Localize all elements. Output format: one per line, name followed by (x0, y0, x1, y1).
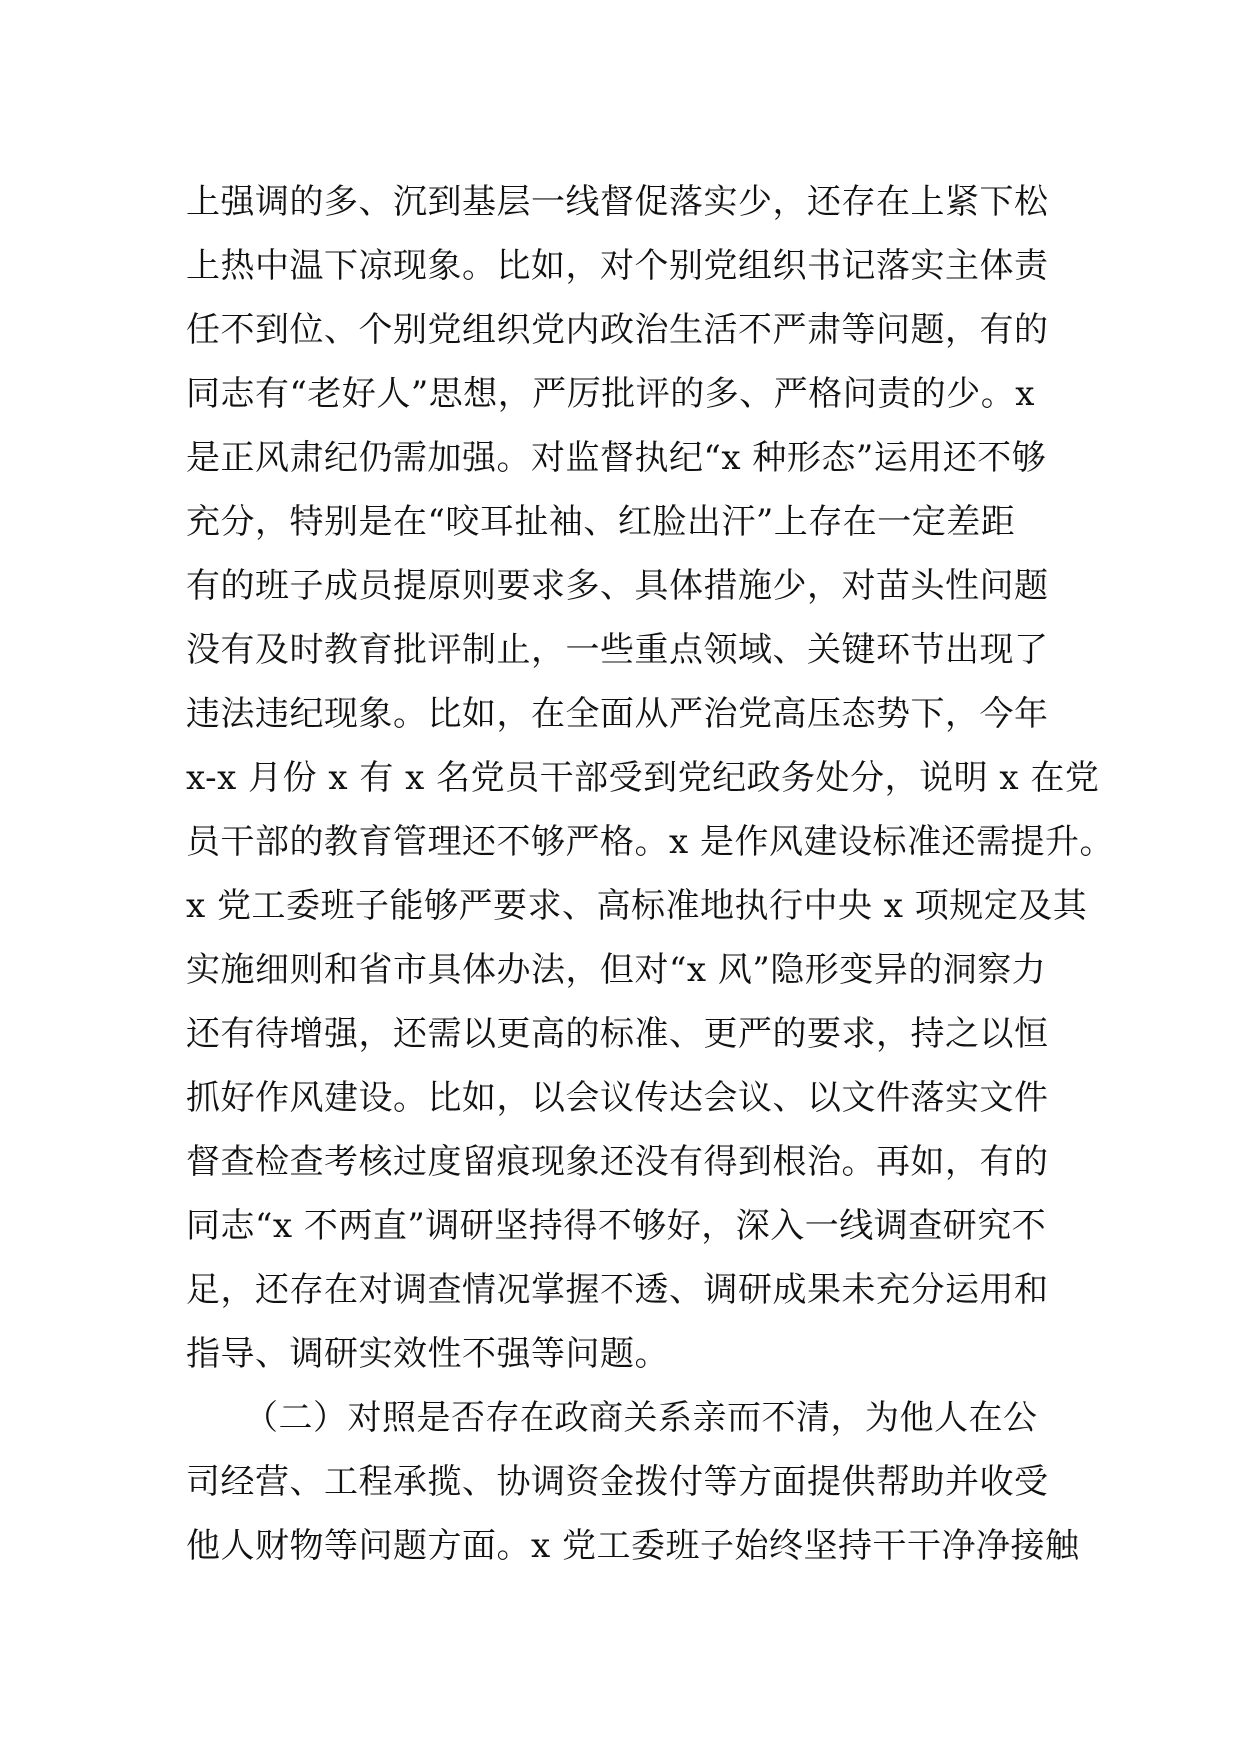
text-line: 没有及时教育批评制止，一些重点领域、关键环节出现了 (186, 630, 1049, 670)
text-line: 是正风肃纪仍需加强。对监督执纪“x 种形态”运用还不够 (186, 438, 1047, 478)
text-line: 同志有“老好人”思想，严厉批评的多、严格问责的少。x (186, 374, 1035, 414)
text-line: 足，还存在对调查情况掌握不透、调研成果未充分运用和 (186, 1270, 1049, 1310)
body-text (186, 170, 1114, 1578)
text-line: 他人财物等问题方面。x 党工委班子始终坚持干干净净接触 (186, 1526, 1080, 1566)
text-line: 任不到位、个别党组织党内政治生活不严肃等问题，有的 (186, 310, 1049, 350)
text-line: 上强调的多、沉到基层一线督促落实少，还存在上紧下松 (186, 182, 1049, 222)
section-heading-line: （二）对照是否存在政商关系亲而不清，为他人在公 (244, 1398, 1038, 1438)
text-line: 指导、调研实效性不强等问题。 (186, 1334, 669, 1374)
text-line: 上热中温下凉现象。比如，对个别党组织书记落实主体责 (186, 246, 1049, 286)
text-line: 违法违纪现象。比如，在全面从严治党高压态势下，今年 (186, 694, 1049, 734)
text-line: 抓好作风建设。比如，以会议传达会议、以文件落实文件 (186, 1078, 1049, 1118)
text-line: x-x 月份 x 有 x 名党员干部受到党纪政务处分，说明 x 在党 (186, 758, 1100, 798)
text-line: 司经营、工程承揽、协调资金拨付等方面提供帮助并收受 (186, 1462, 1049, 1502)
text-line: 同志“x 不两直”调研坚持得不够好，深入一线调查研究不 (186, 1206, 1047, 1246)
text-line: 督查检查考核过度留痕现象还没有得到根治。再如，有的 (186, 1142, 1049, 1182)
text-line: 员干部的教育管理还不够严格。x 是作风建设标准还需提升。 (186, 822, 1114, 862)
text-line: x 党工委班子能够严要求、高标准地执行中央 x 项规定及其 (186, 886, 1088, 926)
text-line: 充分，特别是在“咬耳扯袖、红脸出汗”上存在一定差距 (186, 502, 1016, 542)
text-line: 有的班子成员提原则要求多、具体措施少，对苗头性问题 (186, 566, 1049, 606)
text-line: 还有待增强，还需以更高的标准、更严的要求，持之以恒 (186, 1014, 1049, 1054)
text-line: 实施细则和省市具体办法，但对“x 风”隐形变异的洞察力 (186, 950, 1047, 990)
